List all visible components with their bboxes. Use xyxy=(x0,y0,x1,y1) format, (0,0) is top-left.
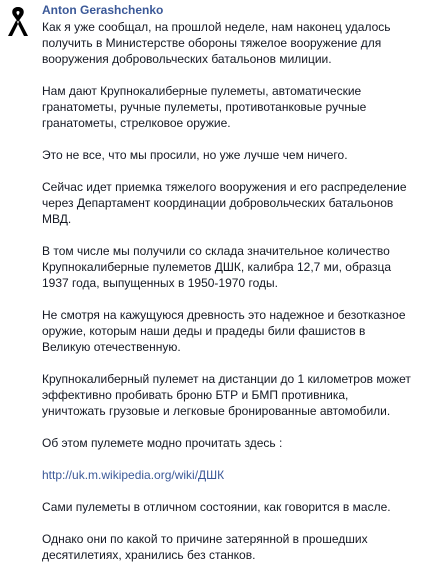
post-paragraph: В том числе мы получили со склада значительное количество Крупнокалиберные пулеметов ДШК, калибра 12,7 ми, образца 1937 года, выпущенных в 1950-1970 годы. xyxy=(42,244,392,290)
post-paragraph: Как я уже сообщал, на прошлой неделе, нам наконец удалось получить в Министерстве обороны тяжелое вооружение для вооружения добровольческих батальонов милиции. xyxy=(42,20,391,66)
post-author-name[interactable]: Anton Gerashchenko xyxy=(42,3,164,17)
wiki-link-paragraph xyxy=(42,467,414,483)
post-paragraph: Это не все, что мы просили, но уже лучше чем ничего. xyxy=(42,148,348,162)
black-ribbon-graphic xyxy=(4,4,32,38)
post-paragraph: Сами пулеметы в отличном состоянии, как говорится в масле. xyxy=(42,500,391,514)
post-paragraph: Не смотря на кажущуюся древность это надежное и безотказное оружие, которым наши деды и прадеды били фашистов в Великую отечественную. xyxy=(42,308,406,354)
wikipedia-link[interactable]: http://uk.m.wikipedia.org/wiki/ДШК xyxy=(42,468,225,482)
post-paragraph: Нам дают Крупнокалиберные пулеметы, автоматические гранатометы, ручные пулеметы, противотанковые ручные гранатометы, стрелковое оружие. xyxy=(42,84,367,130)
mourning-ribbon-icon[interactable] xyxy=(4,4,32,38)
post-paragraph: Крупнокалиберный пулемет на дистанции до 1 километров может эффективно пробивать броню БТР и БМП противника, уничтожать грузовые и легковые бронированные автомобили. xyxy=(42,372,411,418)
post-paragraph: Однако они по какой то причине затерянной в прошедших десятилетиях, хранились без станков. xyxy=(42,532,368,562)
post-body xyxy=(42,19,414,563)
post-paragraph: Сейчас идет приемка тяжелого вооружения и его распределение через Департамент координации добровольческих батальонов МВД. xyxy=(42,180,407,226)
post-paragraph: Об этом пулемете модно прочитать здесь : xyxy=(42,436,283,450)
